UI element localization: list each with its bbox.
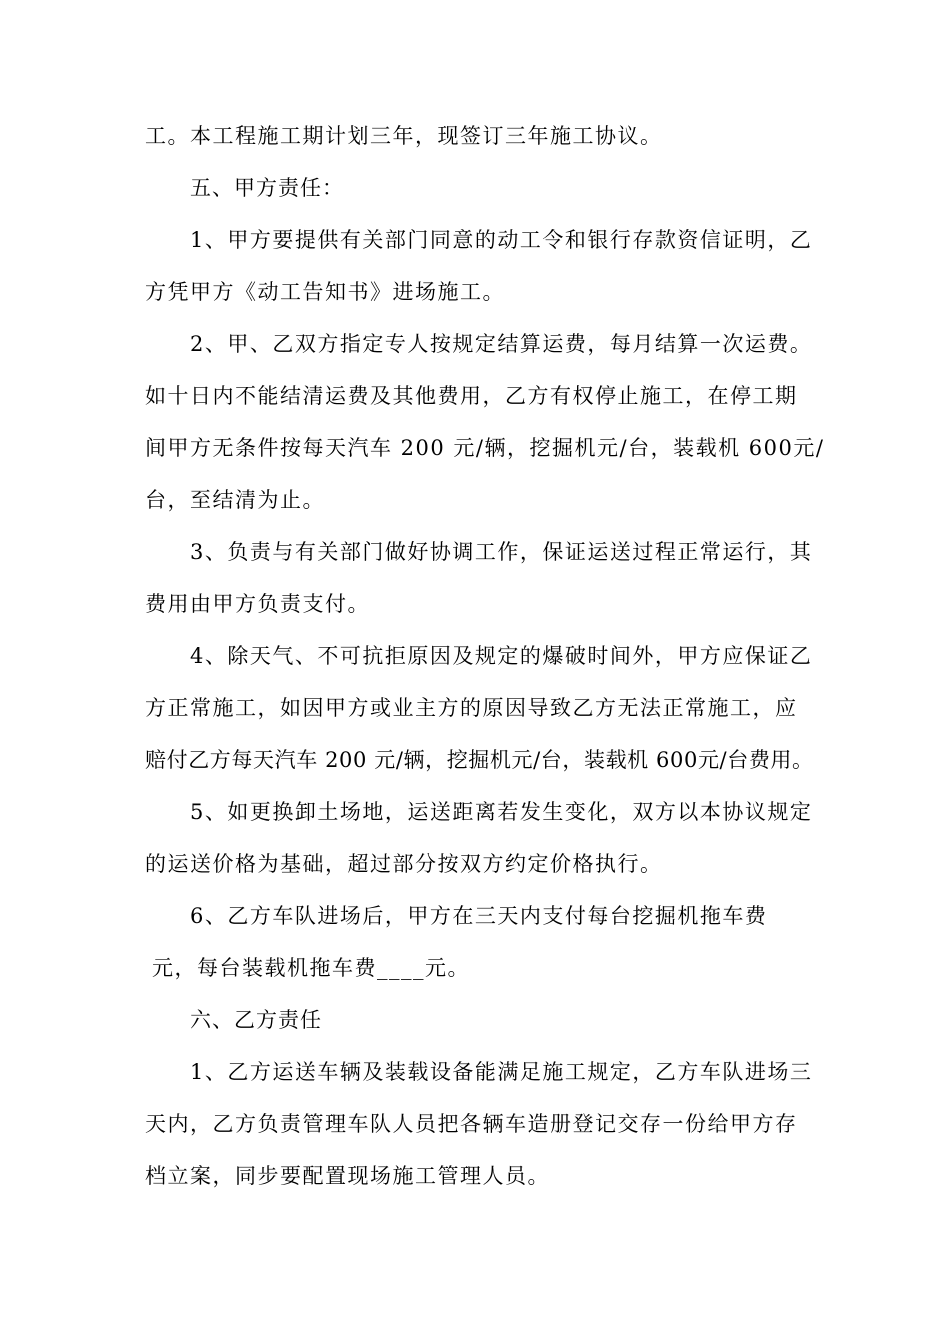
- text-line: 4、除天气、不可抗拒原因及规定的爆破时间外，甲方应保证乙: [190, 644, 813, 668]
- text-line: 档立案，同步要配置现场施工管理人员。: [145, 1164, 550, 1188]
- text-line: 1、甲方要提供有关部门同意的动工令和银行存款资信证明，乙: [190, 228, 813, 252]
- section-heading-party-a: 五、甲方责任：: [190, 176, 344, 200]
- section-heading-party-b: 六、乙方责任: [190, 1008, 322, 1032]
- text-line: 赔付乙方每天汽车 200 元/辆，挖掘机元/台，装载机 600元/台费用。: [145, 748, 814, 772]
- text-line: 的运送价格为基础，超过部分按双方约定价格执行。: [145, 852, 663, 876]
- text-line: 间甲方无条件按每天汽车 200 元/辆，挖掘机元/台，装载机 600元/: [145, 436, 825, 460]
- text-line: 台，至结清为止。: [145, 488, 325, 512]
- text-line: 3、负责与有关部门做好协调工作，保证运送过程正常运行，其: [190, 540, 813, 564]
- text-line: 2、甲、乙双方指定专人按规定结算运费，每月结算一次运费。: [190, 332, 813, 356]
- text-line: 天内，乙方负责管理车队人员把各辆车造册登记交存一份给甲方存: [145, 1112, 798, 1136]
- text-line: 元，每台装载机拖车费____元。: [152, 956, 470, 980]
- text-line: 方凭甲方《动工告知书》进场施工。: [145, 280, 505, 304]
- text-line: 如十日内不能结清运费及其他费用，乙方有权停止施工，在停工期: [145, 384, 798, 408]
- text-line: 5、如更换卸土场地，运送距离若发生变化，双方以本协议规定: [190, 800, 813, 824]
- text-line: 工。本工程施工期计划三年，现签订三年施工协议。: [145, 124, 663, 148]
- text-line: 费用由甲方负责支付。: [145, 592, 370, 616]
- text-line: 1、乙方运送车辆及装载设备能满足施工规定，乙方车队进场三: [190, 1060, 813, 1084]
- text-line: 方正常施工，如因甲方或业主方的原因导致乙方无法正常施工，应: [145, 696, 798, 720]
- text-line: 6、乙方车队进场后，甲方在三天内支付每台挖掘机拖车费: [190, 904, 768, 928]
